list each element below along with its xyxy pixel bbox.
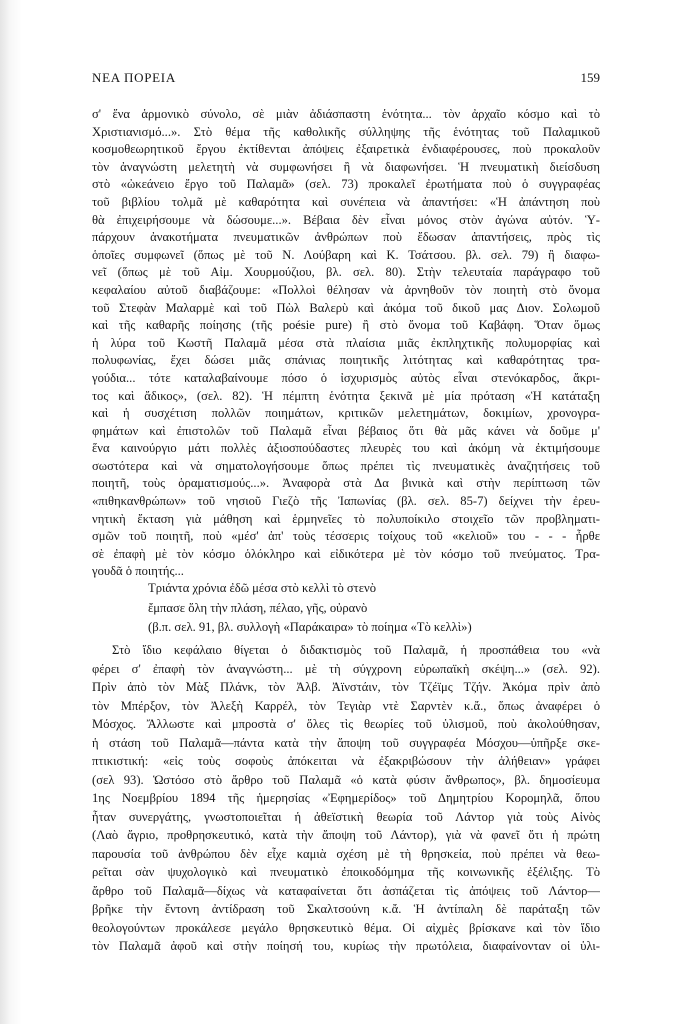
paragraph-line: καὶ ἡ συσχέτιση πολλῶν ποιημάτων, κριτικῶν μελετημάτων, δοκιμίων, χρονογρα- (92, 406, 600, 421)
paragraph-line: σωστότερα καὶ νὰ σηματολογήσουμε ὅπως πρέπει τὶς πνευματικὲς ἀναζητήσεις τοῦ (92, 458, 600, 473)
paragraph-line: φημάτων καὶ ἐπιστολῶν τοῦ Παλαμᾶ εἶναι βέβαιος ὅτι θὰ μᾶς κάνει νὰ δοῦμε μ' (92, 423, 600, 438)
paragraph-line: (σελ 93). Ὡστόσο στὸ ἄρθρο τοῦ Παλαμᾶ «ὁ κατὰ φύσιν ἄνθρωπος», βλ. δημοσίευμα (92, 772, 600, 787)
paragraph-line: γουδᾶ ὁ ποιητής... (92, 564, 184, 579)
paragraph-line: ὁποῖες συμφωνεῖ (ὅπως μὲ τοῦ Ν. Λούβαρη καὶ Κ. Τσάτσου. βλ. σελ. 79) ἢ διαφω- (92, 247, 600, 262)
paragraph-line: βρῆκε τὴν ἔντονη ἀντίδραση τοῦ Σκαλτσούνη κ.ἄ. Ἡ ἀντίπαλη δὲ παράταξη τῶν (92, 902, 600, 916)
paragraph-line: τοῦ βιβλίου τολμᾶ μὲ καθαρότητα καὶ συνέπεια νὰ ἀπαντήσει: «Ἡ ἀπάντηση ποὺ (92, 194, 600, 209)
paragraph-line: νεῖ (ὅπως μὲ τοῦ Αἰμ. Χουρμούζιου, βλ. σελ. 80). Στὴν τελευταία παράγραφο τοῦ (92, 265, 600, 280)
paragraph-line: ποιητῆ, τοὺς ὁραματισμούς...». Ἀναφορὰ στὰ Δα βινικὰ καὶ στὴν περίπτωση τῶν (92, 476, 600, 491)
paragraph-line: τος καὶ ἄδικος», (σελ. 82). Ἡ πέμπτη ἑνότητα ξεκινᾶ μὲ μία πρόταση «Ἡ κατάταξη (92, 388, 600, 403)
paragraph-line: πτικιστική: «εἰς τοὺς σοφοὺς ἀπόκειται νὰ ἐξακριβώσουν τὴν ἀλήθειαν» γράφει (92, 754, 600, 768)
paragraph-line: 1ης Νοεμβρίου 1894 τῆς ἡμερησίας «Ἐφημερίδος» τοῦ Δημητρίου Κορομηλᾶ, ὅπου (92, 791, 600, 805)
paragraph-line: Στὸ ἴδιο κεφάλαιο θίγεται ὁ διδακτισμὸς τοῦ Παλαμᾶ, ἡ προσπάθεια του «νὰ (112, 643, 600, 657)
paragraph-line: Μόσχος. Ἄλλωστε καὶ μπροστὰ σ' ὅλες τὶς θεωρίες τοῦ ὑλισμοῦ, ποὺ ἀκολούθησαν, (92, 717, 600, 731)
paragraph-line: τὸν Μπέρξον, τὸν Ἀλεξὴ Καρρέλ, τὸν Τεγιὰρ ντὲ Σαρντὲν κ.ἄ., ὅπως ἀναφέρει ὁ (92, 698, 600, 713)
paragraph-line: σὲ ἐπαφὴ μὲ τὸν κόσμο ὁλόκληρο καὶ εἰδικότερα μὲ τὸν κόσμο τοῦ πνεύματος. Τρα- (92, 546, 600, 561)
paragraph-line: ρεῖται σὰν ψυχολογικὸ καὶ πνευματικὸ ἐποικοδόμημα τῆς κοινωνικῆς ἐξέλιξης. Τὸ (92, 865, 600, 879)
paragraph-line: Πρὶν ἀπὸ τὸν Μὰξ Πλάνκ, τὸν Ἀλβ. Ἀϊνστάιν, τὸν Τζέϊμς Τζήν. Ἀκόμα πρὶν ἀπὸ (92, 680, 600, 694)
paragraph-line: Χριστιανισμό...». Στὸ θέμα τῆς καθολικῆς σύλληψης τῆς ἑνότητας τοῦ Παλαμικοῦ (92, 124, 600, 139)
paragraph-line: θεολογούντων προκάλεσε μεγάλο θρησκευτικὸ θέμα. Οἱ αἰχμὲς βρίσκανε καὶ τὸν ἴδιο (92, 920, 600, 935)
paragraph-line: θὰ ἐπιχειρήσουμε νὰ δώσουμε...». Βέβαια δὲν εἶναι μόνος στὸν ἀγώνα αὐτόν. Ὑ- (92, 212, 600, 227)
paragraph-line: νητικὴ ἔκταση γιὰ μάθηση καὶ ἑρμηνεῖες τὸ πολυποίκιλο στοιχεῖο τῶν προβληματι- (92, 511, 600, 526)
paragraph-line: τὸν Παλαμᾶ ἀφοῦ καὶ στὴν ποίησή του, κυρίως τὴν πρωτόλεια, διαφαίνονταν οἱ ὑλι- (92, 939, 600, 953)
paragraph-line: κοσμοθεωρητικοῦ ἔργου ἐκτίθενται ἀπόψεις ἐξαιρετικὰ ἐνδιαφέρουσες, ποὺ προκαλοῦν (92, 142, 600, 157)
paragraph-line: σμῶν τοῦ ποιητῆ, ποὺ «μέσ' ἀπ' τοὺς τέσσερις τοίχους τοῦ «κελιοῦ» του - - - ἦρθε (92, 529, 600, 544)
paragraph-line: ἄρθρο τοῦ Παλαμᾶ—δίχως νὰ καταφαίνεται ὅτι ἀσπάζεται τὶς ἀπόψεις τοῦ Λάντορ— (92, 883, 600, 898)
paragraph-line: ἕνα καινούργιο μάτι πολλὲς ἀξιοσπούδαστες πλευρὲς του καὶ ἀκόμη νὰ ἐκτιμήσουμε (92, 441, 600, 456)
poem-verse: ἔμπασε ὅλη τὴν πλάση, πέλαο, γῆς, οὐρανὸ (148, 600, 368, 615)
paragraph-line: φέρει σ' ἐπαφὴ τὸν ἀναγνώστη... μὲ τὴ σύγχρονη εὐρωπαϊκὴ σκέψη...» (σελ. 92). (92, 661, 600, 676)
poem-citation: (β.π. σελ. 91, βλ. συλλογὴ «Παράκαιρα» τὸ ποίημα «Τὸ κελλὶ») (148, 620, 472, 634)
paragraph-line: σ' ἕνα ἁρμονικὸ σύνολο, σὲ μιὰν ἀδιάσπαστη ἑνότητα... τὸν ἀρχαῖο κόσμο καὶ τὸ (92, 107, 600, 121)
paragraph-line: κεφαλαίου αὐτοῦ διαβάζουμε: «Πολλοὶ θέλησαν νὰ ἀρνηθοῦν τὸν ποιητὴ στὸ ὄνομα (92, 282, 600, 297)
paragraph-line: τὸν ἀναγνώστη μελετητὴ νὰ συμφωνήσει ἢ νὰ διαφωνήσει. Ἡ πνευματικὴ διείσδυση (92, 159, 600, 174)
paragraph-line: ἡ λύρα τοῦ Κωστῆ Παλαμᾶ μέσα στὰ πλαίσια μιᾶς ἐκπληχτικῆς πολυμορφίας καὶ (92, 335, 600, 350)
paragraph-line: γούδια... τότε καταλαβαίνουμε πόσο ὁ ἰσχυρισμὸς αὐτὸς εἶναι στενόκαρδος, ἄκρι- (92, 370, 600, 385)
paragraph-line: πάρχουν ἀνακοτήματα πνευματικῶν ἀνθρώπων ποὺ ἔδωσαν ἀπαντήσεις, πρὸς τὶς (92, 230, 600, 245)
running-head (92, 69, 600, 87)
paragraph-line: παρουσία τοῦ ἀνθρώπου δὲν εἶχε καμιὰ σχέση μὲ τὴ θρησκεία, ποὺ πρέπει νὰ θεω- (92, 846, 600, 861)
paragraph-1 (92, 106, 600, 581)
paragraph-line: ἦταν συνεργάτης, γνωστοποιεῖται ἡ ἀθεϊστικὴ θεωρία τοῦ Λάντορ γιὰ τοὺς Αἰνὸς (92, 809, 600, 824)
paragraph-line: τοῦ Στεφὰν Μαλαρμὲ καὶ τοῦ Πὼλ Βαλερὺ καὶ ἀκόμα τοῦ δικοῦ μας Διον. Σολωμοῦ (92, 300, 600, 315)
paragraph-line: «πιθηκανθρώπων» τοῦ νησιοῦ Γιεζὸ τῆς Ἰαπωνίας (βλ. σελ. 85-7) δείχνει τὴν ἐρευ- (92, 494, 600, 509)
page-number: 159 (580, 70, 600, 85)
paragraph-line: στὸ «ὠκεάνειο ἔργο τοῦ Παλαμᾶ» (σελ. 73) προκαλεῖ ἐρωτήματα ποὺ ὁ συγγραφέας (92, 177, 600, 192)
paragraph-line: πολυφωνίας, ἔχει δώσει μιᾶς σπάνιας ποιητικῆς λιτότητας καὶ καθαρότητας τρα- (92, 353, 600, 368)
poem-verse: Τριάντα χρόνια ἐδῶ μέσα στὸ κελλὶ τὸ στενὸ (148, 581, 377, 595)
paragraph-line: (Λαὸ ἄγριο, προθρησκευτικό, κατὰ τὴν ἄποψη τοῦ Λάντορ), γιὰ νὰ φανεῖ ὅτι ἡ πρώτη (92, 828, 600, 842)
journal-title: ΝΕΑ ΠΟΡΕΙΑ (92, 70, 176, 85)
paragraph-line: ἡ στάση τοῦ Παλαμᾶ—πάντα κατὰ τὴν ἄποψη τοῦ συγγραφέα Μόσχου—ὑπῆρξε σκε- (92, 735, 600, 750)
poem-quote (148, 579, 600, 638)
paragraph-line: καὶ τῆς καθαρῆς ποίησης (τῆς poésie pure) ἢ στὸ ὄνομα τοῦ Καβάφη. Ὅταν ὅμως (92, 318, 600, 333)
paragraph-2 (92, 641, 600, 956)
